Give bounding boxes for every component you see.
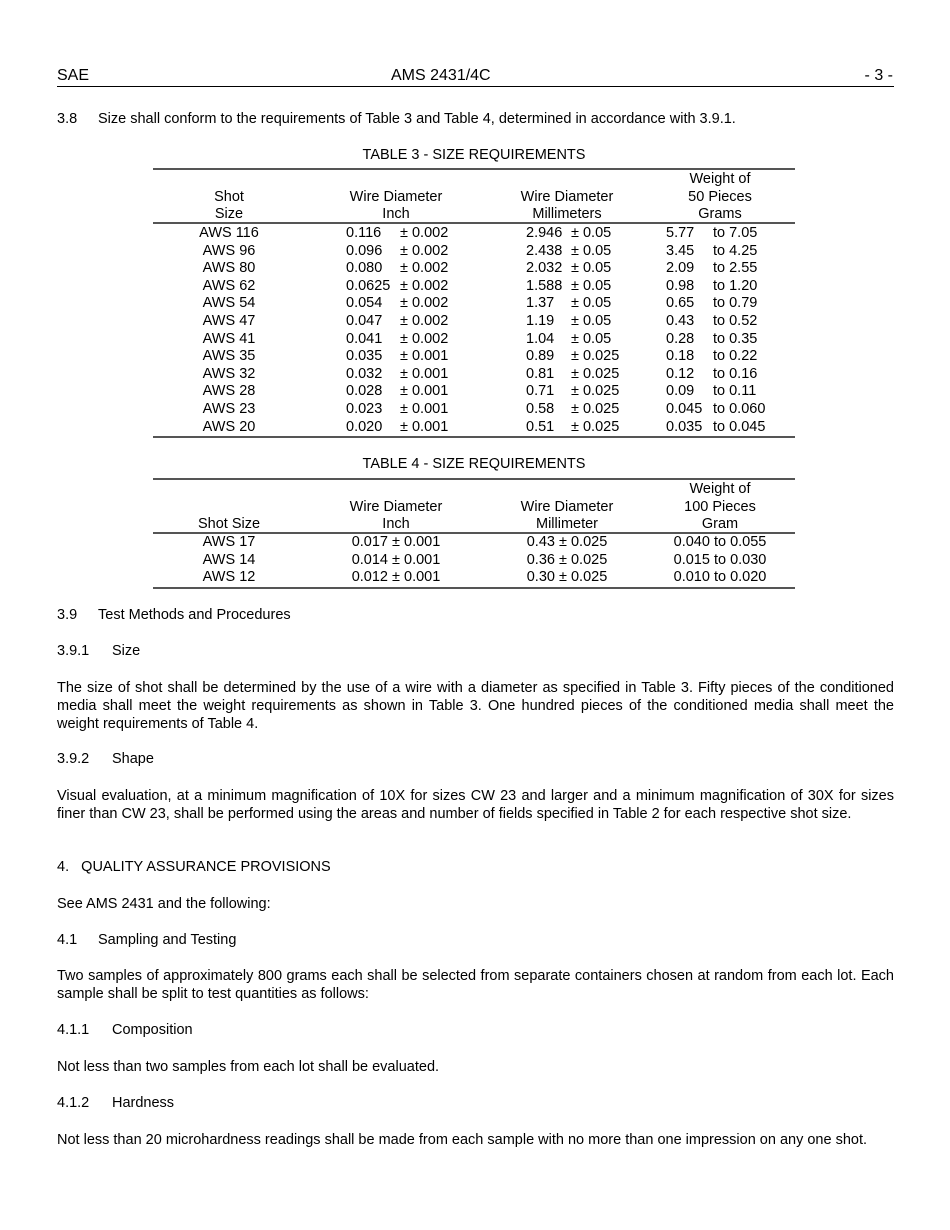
mm-value: 1.04 [526, 330, 555, 347]
shot-size: AWS 54 [202, 295, 256, 312]
mm-tolerance: ± 0.025 [571, 418, 620, 435]
section-number: 3.8 [57, 111, 78, 127]
inch-tolerance: ± 0.001 [400, 348, 449, 365]
column-header: Millimeters [532, 206, 602, 222]
header-doc-number: AMS 2431/4C [391, 67, 491, 84]
paragraph: See AMS 2431 and the following: [57, 896, 271, 912]
mm-value: 0.89 [526, 348, 555, 365]
weight-max: to 0.79 [713, 295, 758, 312]
weight-min: 0.65 [666, 295, 695, 312]
mm-tolerance: ± 0.05 [571, 242, 612, 259]
inch-tolerance: ± 0.002 [400, 260, 449, 277]
section-title: 4. QUALITY ASSURANCE PROVISIONS [57, 859, 331, 875]
section-title: Sampling and Testing [98, 932, 237, 948]
shot-size: AWS 80 [202, 260, 256, 277]
weight-max: to 0.11 [713, 383, 757, 400]
weight-max: to 0.52 [713, 313, 758, 329]
mm-tolerance: ± 0.05 [571, 225, 612, 241]
weight-min: 2.09 [666, 260, 695, 277]
mm-value: 1.37 [526, 295, 555, 312]
shot-size: AWS 14 [202, 551, 256, 568]
inch-tolerance: ± 0.001 [400, 383, 449, 400]
mm-tolerance: ± 0.05 [571, 260, 612, 277]
mm-tolerance: ± 0.05 [571, 295, 612, 312]
paragraph: Visual evaluation, at a minimum magnification of 10X for sizes CW 23 and larger and a minimum magnification of 30X for sizes finer than CW 23, shall be performed using the areas and number of fields specified in Table 2 for each respective shot size. [57, 788, 894, 822]
mm-tolerance: ± 0.05 [571, 313, 612, 329]
weight-min: 0.98 [666, 277, 695, 294]
inch-diameter: 0.014 ± 0.001 [351, 551, 441, 568]
table-rule [153, 436, 795, 438]
inch-tolerance: ± 0.002 [400, 295, 449, 312]
weight-max: to 7.05 [713, 225, 758, 241]
weight-min: 0.09 [666, 383, 695, 400]
shot-size: AWS 47 [202, 313, 256, 329]
column-header: Shot [214, 188, 244, 205]
inch-value: 0.054 [346, 295, 383, 312]
column-header: Gram [701, 516, 739, 532]
inch-value: 0.020 [346, 418, 383, 435]
mm-tolerance: ± 0.025 [571, 365, 620, 382]
header-page-number: - 3 - [864, 67, 893, 84]
column-header: Wire Diameter [349, 188, 443, 205]
paragraph: Not less than 20 microhardness readings shall be made from each sample with no more than one impression on any one shot. [57, 1132, 868, 1148]
section-number: 4.1 [57, 932, 78, 948]
shot-size: AWS 32 [202, 365, 256, 382]
inch-value: 0.035 [346, 348, 383, 365]
column-header: 50 Pieces [688, 188, 752, 205]
column-header: 100 Pieces [684, 498, 756, 515]
mm-value: 1.19 [526, 313, 555, 329]
mm-value: 0.51 [526, 418, 555, 435]
paragraph: The size of shot shall be determined by the use of a wire with a diameter as specified in Table 3. Fifty pieces of the conditioned media shall meet the weight requirements as shown in Table 3. One hundred pieces of the conditioned media shall meet the weight requirements of Table 4. [57, 680, 894, 732]
shot-size: AWS 23 [202, 401, 256, 417]
section-title: Hardness [112, 1095, 175, 1111]
inch-tolerance: ± 0.001 [400, 401, 449, 417]
shot-size: AWS 20 [202, 418, 256, 435]
inch-tolerance: ± 0.002 [400, 313, 449, 329]
section-text: Size shall conform to the requirements of Table 3 and Table 4, determined in accordance with 3.9.1. [98, 111, 736, 127]
weight-min: 0.045 [666, 401, 703, 417]
paragraph: Not less than two samples from each lot shall be evaluated. [57, 1059, 440, 1075]
shot-size: AWS 116 [199, 225, 259, 241]
table-rule [153, 587, 795, 589]
weight-max: to 4.25 [713, 242, 758, 259]
mm-value: 2.032 [526, 260, 563, 277]
inch-value: 0.047 [346, 313, 383, 329]
mm-value: 0.81 [526, 365, 555, 382]
mm-tolerance: ± 0.05 [571, 330, 612, 347]
mm-value: 0.71 [526, 383, 555, 400]
weight-max: to 2.55 [713, 260, 758, 277]
mm-diameter: 0.30 ± 0.025 [526, 569, 608, 586]
column-header: Wire Diameter [520, 188, 614, 205]
section-number: 4.1.2 [57, 1095, 90, 1111]
inch-tolerance: ± 0.001 [400, 365, 449, 382]
weight-min: 3.45 [666, 242, 695, 259]
paragraph: Two samples of approximately 800 grams each shall be selected from separate containers chosen at random from each lot. Each sample shall be split to test quantities as follows: [57, 968, 894, 1002]
inch-value: 0.116 [346, 225, 382, 241]
shot-size: AWS 35 [202, 348, 256, 365]
weight-max: to 0.045 [713, 418, 766, 435]
weight-range: 0.015 to 0.030 [673, 551, 767, 568]
section-title: Size [112, 643, 141, 659]
column-header: Weight of [689, 171, 751, 187]
weight-min: 5.77 [666, 225, 695, 241]
column-header: Inch [382, 516, 410, 532]
inch-tolerance: ± 0.001 [400, 418, 449, 435]
inch-diameter: 0.017 ± 0.001 [351, 534, 441, 550]
header-rule [57, 86, 894, 87]
shot-size: AWS 62 [202, 277, 256, 294]
weight-min: 0.28 [666, 330, 695, 347]
mm-value: 2.438 [526, 242, 563, 259]
mm-tolerance: ± 0.025 [571, 348, 620, 365]
mm-value: 2.946 [526, 225, 563, 241]
weight-max: to 0.35 [713, 330, 758, 347]
weight-range: 0.010 to 0.020 [673, 569, 767, 586]
mm-tolerance: ± 0.025 [571, 401, 620, 417]
weight-min: 0.43 [666, 313, 695, 329]
inch-value: 0.080 [346, 260, 383, 277]
section-number: 4.1.1 [57, 1022, 90, 1038]
inch-tolerance: ± 0.002 [400, 225, 449, 241]
section-number: 3.9.2 [57, 751, 90, 767]
shot-size: AWS 96 [202, 242, 256, 259]
column-header: Grams [698, 206, 742, 222]
inch-tolerance: ± 0.002 [400, 242, 449, 259]
shot-size: AWS 41 [202, 330, 256, 347]
weight-max: to 0.16 [713, 365, 758, 382]
column-header: Weight of [689, 481, 751, 497]
column-header: Wire Diameter [520, 498, 614, 515]
mm-value: 0.58 [526, 401, 555, 417]
shot-size: AWS 12 [202, 569, 256, 586]
weight-min: 0.12 [666, 365, 695, 382]
weight-max: to 0.22 [713, 348, 758, 365]
weight-max: to 1.20 [713, 277, 758, 294]
mm-tolerance: ± 0.05 [571, 277, 612, 294]
mm-diameter: 0.43 ± 0.025 [526, 534, 608, 550]
column-header: Millimeter [535, 516, 599, 532]
inch-value: 0.023 [346, 401, 383, 417]
column-header: Shot Size [197, 516, 261, 532]
column-header: Size [214, 206, 244, 222]
section-title: Test Methods and Procedures [98, 607, 291, 623]
section-number: 3.9.1 [57, 643, 90, 659]
section-number: 3.9 [57, 607, 78, 623]
mm-tolerance: ± 0.025 [571, 383, 620, 400]
inch-tolerance: ± 0.002 [400, 330, 449, 347]
inch-value: 0.096 [346, 242, 383, 259]
weight-range: 0.040 to 0.055 [673, 534, 767, 550]
column-header: Wire Diameter [349, 498, 443, 515]
header-org: SAE [57, 67, 90, 84]
weight-min: 0.035 [666, 418, 703, 435]
section-title: Shape [112, 751, 154, 767]
table-title: TABLE 3 - SIZE REQUIREMENTS [362, 147, 586, 163]
mm-diameter: 0.36 ± 0.025 [526, 551, 608, 568]
inch-value: 0.032 [346, 365, 383, 382]
inch-value: 0.028 [346, 383, 383, 400]
section-title: Composition [112, 1022, 193, 1038]
shot-size: AWS 28 [202, 383, 256, 400]
inch-tolerance: ± 0.002 [400, 277, 449, 294]
inch-value: 0.041 [346, 330, 383, 347]
table-title: TABLE 4 - SIZE REQUIREMENTS [362, 456, 586, 472]
weight-min: 0.18 [666, 348, 695, 365]
shot-size: AWS 17 [202, 534, 256, 550]
weight-max: to 0.060 [713, 401, 766, 417]
column-header: Inch [382, 206, 410, 222]
inch-diameter: 0.012 ± 0.001 [351, 569, 441, 586]
inch-value: 0.0625 [346, 277, 391, 294]
mm-value: 1.588 [526, 277, 563, 294]
